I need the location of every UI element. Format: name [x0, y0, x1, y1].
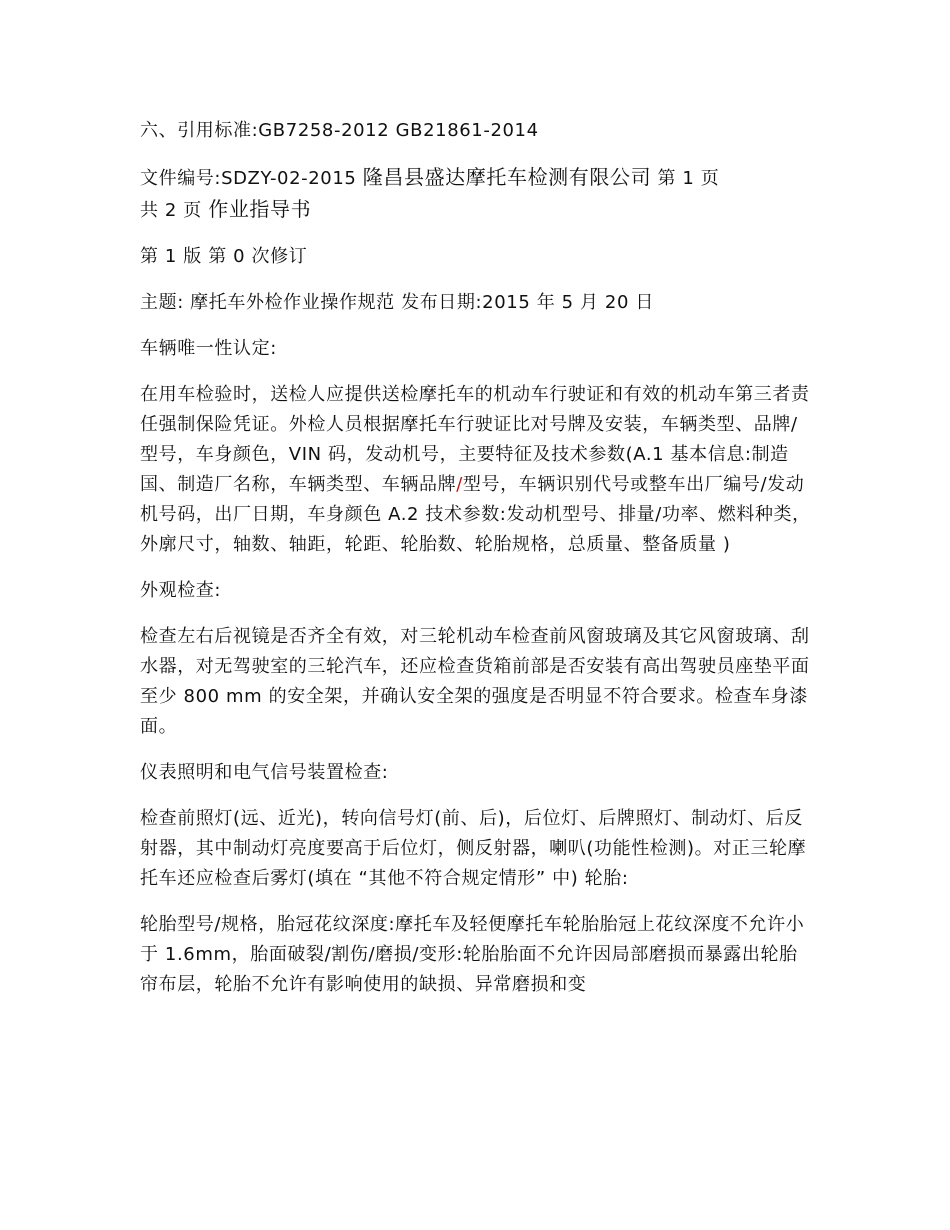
vehicle-id-text-b: 型号，车辆识别代号或整车出厂编号/发动机号码，出厂日期，车身颜色 A.2 技术参数:发动机型号、排量/功率、燃料种类，外廓尺寸，轴数、轴距，轮距、轮胎数、轮胎规格，总质量、整备质量 ) [140, 474, 811, 555]
total-pages: 共 2 页 [140, 200, 209, 221]
company-name: 隆昌县盛达摩托车检测有限公司 [362, 165, 652, 189]
document-page [140, 116, 816, 1016]
revision-line: 第 1 版 第 0 次修订 [140, 246, 308, 267]
vehicle-id-body [140, 380, 816, 560]
section-heading-appearance: 外观检查: [140, 580, 222, 601]
vehicle-id-text-a: 在用车检验时，送检人应提供送检摩托车的机动车行驶证和有效的机动车第三者责任强制保险凭证。外检人员根据摩托车行驶证比对号牌及安装，车辆类型、品牌/型号，车身颜色，VIN 码，发动机号，主要特征及技术参数(A.1 基本信息:制造国、制造厂名称，车辆类型、车辆品牌 [140, 384, 810, 495]
red-slash: / [456, 474, 463, 495]
section-heading-lighting: 仪表照明和电气信号装置检查: [140, 762, 389, 783]
page-number: 第 1 页 [651, 168, 720, 189]
subject-line: 主题: 摩托车外检作业操作规范 发布日期:2015 年 5 月 20 日 [140, 292, 654, 313]
lighting-body: 检查前照灯(远、近光)，转向信号灯(前、后)，后位灯、后牌照灯、制动灯、后反射器，其中制动灯亮度要高于后位灯，侧反射器，喇叭(功能性检测)。对正三轮摩托车还应检查后雾灯(填在 “其他不符合规定情形” 中) 轮胎: [140, 808, 807, 889]
appearance-body: 检查左右后视镜是否齐全有效，对三轮机动车检查前风窗玻璃及其它风窗玻璃、刮水器，对无驾驶室的三轮汽车，还应检查货箱前部是否安装有高出驾驶员座垫平面至少 800 mm 的安全架，并确认安全架的强度是否明显不符合要求。检查车身漆面。 [140, 626, 810, 737]
file-header [140, 162, 816, 226]
standards-line: 六、引用标准:GB7258-2012 GB21861-2014 [140, 120, 539, 141]
doc-type: 作业指导书 [208, 197, 312, 221]
tire-body: 轮胎型号/规格，胎冠花纹深度:摩托车及轻便摩托车轮胎胎冠上花纹深度不允许小于 1.6mm，胎面破裂/割伤/磨损/变形:轮胎胎面不允许因局部磨损而暴露出轮胎帘布层，轮胎不允许有影响使用的缺损、异常磨损和变 [140, 914, 805, 995]
file-number: 文件编号:SDZY-02-2015 [140, 168, 363, 189]
section-heading-vehicle-id: 车辆唯一性认定: [140, 338, 277, 359]
